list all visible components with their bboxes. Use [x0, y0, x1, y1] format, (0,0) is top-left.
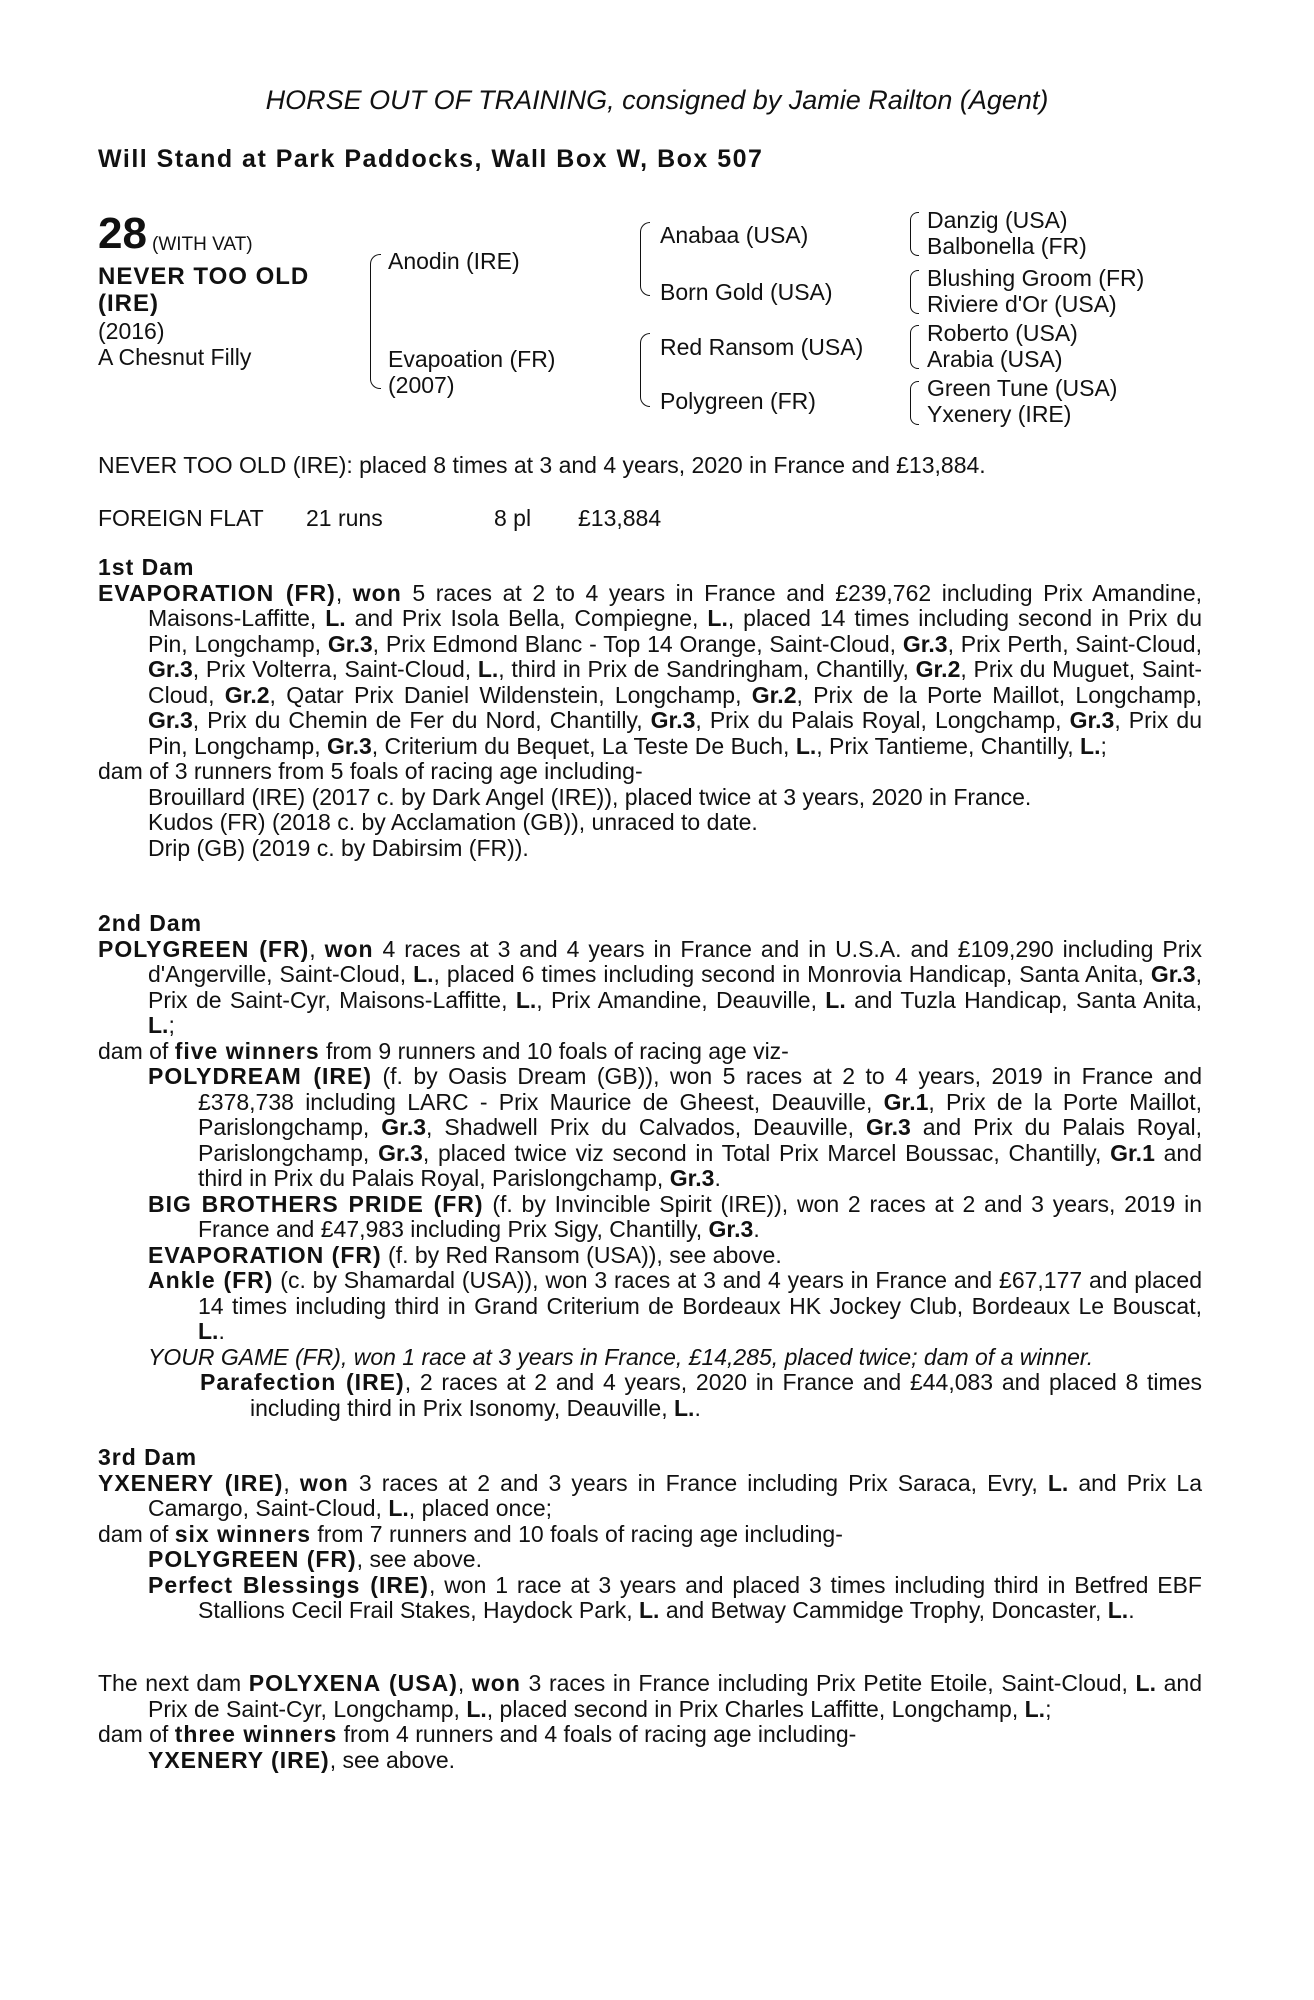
- dam: Evapoation (FR): [388, 346, 556, 372]
- dam-of-line: dam of 3 runners from 5 foals of racing age including-: [98, 758, 643, 784]
- lot-number: 28: [98, 209, 147, 258]
- produce-item: BIG BROTHERS PRIDE (FR) (f. by Invincible Spirit (IRE)), won 2 races at 2 and 3 years, 2019 in France and £47,983 including Prix Sigy, Chantilly, Gr.3.: [148, 1190, 1203, 1242]
- pedigree-brace: [370, 254, 381, 389]
- grandproduce-item: Parafection (IRE), 2 races at 2 and 4 years, 2020 in France and £44,083 and placed 8 times including third in Prix Isonomy, Deauville, L..: [200, 1369, 1202, 1421]
- granddam-dam: Riviere d'Or (USA): [927, 291, 1117, 317]
- damsire-dam: Arabia (USA): [927, 346, 1063, 372]
- dam-record: EVAPORATION (FR), won 5 races at 2 to 4 years in France and £239,762 including Prix Amandine, Maisons-Laffitte, L. and Prix Isola Bella, Compiegne, L., placed 14 times including second in Prix du Pin, Longchamp, Gr.3, Prix Edmond Blanc - Top 14 Orange, Saint-Cloud, Gr.3, Prix Perth, Saint-Cloud, Gr.3, Prix Volterra, Saint-Cloud, L., third in Prix de Sandringham, Chantilly, Gr.2, Prix du Muguet, Saint-Cloud, Gr.2, Qatar Prix Daniel Wildenstein, Longchamp, Gr.2, Prix de la Porte Maillot, Longchamp, Gr.3, Prix du Chemin de Fer du Nord, Chantilly, Gr.3, Prix du Palais Royal, Longchamp, Gr.3, Prix du Pin, Longchamp, Gr.3, Criterium du Bequet, La Teste De Buch, L., Prix Tantieme, Chantilly, L.;: [98, 579, 1203, 759]
- third-dam-section: [98, 1445, 1202, 1624]
- dam-name: POLYXENA (USA): [248, 1670, 458, 1696]
- dam-name: POLYGREEN (FR): [98, 935, 310, 962]
- dam-dam: Polygreen (FR): [660, 388, 816, 414]
- pedigree-brace: [910, 212, 919, 256]
- granddam2-dam: Yxenery (IRE): [927, 401, 1072, 427]
- pedigree-brace: [910, 325, 919, 369]
- produce-item: Brouillard (IRE) (2017 c. by Dark Angel (IRE)), placed twice at 3 years, 2020 in France.: [148, 783, 1032, 810]
- dam-name: YXENERY (IRE): [98, 1469, 284, 1496]
- dam-record: YXENERY (IRE), won 3 races at 2 and 3 years in France including Prix Saraca, Evry, L. and Prix La Camargo, Saint-Cloud, L., placed once;: [98, 1469, 1202, 1521]
- pedigree-brace: [640, 222, 650, 296]
- record-label: FOREIGN FLAT: [98, 505, 264, 531]
- vat-note: (WITH VAT): [152, 234, 253, 255]
- produce-item: YXENERY (IRE), see above.: [148, 1746, 456, 1773]
- pedigree-brace: [910, 270, 919, 314]
- section-heading: 3rd Dam: [98, 1444, 198, 1470]
- produce-item: EVAPORATION (FR) (f. by Red Ransom (USA)), see above.: [148, 1241, 782, 1268]
- foaling-year: (2016): [98, 318, 165, 344]
- dam-record: POLYGREEN (FR), won 4 races at 3 and 4 years in France and in U.S.A. and £109,290 including Prix d'Angerville, Saint-Cloud, L., placed 6 times including second in Monrovia Handicap, Santa Anita, Gr.3, Prix de Saint-Cyr, Maisons-Laffitte, L., Prix Amandine, Deauville, L. and Tuzla Handicap, Santa Anita, L.;: [98, 935, 1203, 1038]
- pedigree-brace: [640, 333, 650, 407]
- section-heading: 1st Dam: [98, 554, 195, 580]
- dam-record: The next dam POLYXENA (USA), won 3 races in France including Prix Petite Etoile, Saint-Cloud, L. and Prix de Saint-Cyr, Longchamp, L., placed second in Prix Charles Laffitte, Longchamp, L.;: [98, 1670, 1202, 1722]
- granddam-sire: Blushing Groom (FR): [927, 265, 1145, 291]
- section-heading: 2nd Dam: [98, 910, 203, 936]
- sire-sire: Anabaa (USA): [660, 222, 809, 248]
- grandsire-dam: Balbonella (FR): [927, 233, 1087, 259]
- consignor-title: HORSE OUT OF TRAINING, consigned by Jamie Railton (Agent): [265, 85, 1049, 115]
- produce-item: Drip (GB) (2019 c. by Dabirsim (FR)).: [148, 834, 529, 861]
- produce-item: Kudos (FR) (2018 c. by Acclamation (GB)), unraced to date.: [148, 809, 758, 835]
- dam-year: (2007): [388, 372, 455, 398]
- race-summary: NEVER TOO OLD (IRE): placed 8 times at 3 and 4 years, 2020 in France and £13,884.: [98, 452, 986, 478]
- dam-sire: Red Ransom (USA): [660, 334, 864, 360]
- grandsire-sire: Danzig (USA): [927, 207, 1068, 233]
- sire-dam: Born Gold (USA): [660, 279, 833, 305]
- dam-of-line: dam of six winners from 7 runners and 10 foals of racing age including-: [98, 1520, 843, 1547]
- second-dam-section: [98, 911, 1202, 1421]
- produce-item: YOUR GAME (FR), won 1 race at 3 years in France, £14,285, placed twice; dam of a winner.: [148, 1343, 1094, 1370]
- horse-name: NEVER TOO OLD (IRE): [98, 263, 310, 317]
- damsire-sire: Roberto (USA): [927, 320, 1078, 346]
- dam-of-line: dam of three winners from 4 runners and 4 foals of racing age including-: [98, 1721, 857, 1747]
- won-label: won: [352, 579, 402, 606]
- record-earnings: £13,884: [578, 505, 662, 531]
- horse-description: A Chesnut Filly: [98, 344, 252, 370]
- stabling-location: Will Stand at Park Paddocks, Wall Box W, Box 507: [98, 145, 764, 173]
- dam-name: EVAPORATION (FR): [98, 579, 336, 606]
- record-runs: 21 runs: [306, 505, 383, 531]
- produce-item: Ankle (FR) (c. by Shamardal (USA)), won 3 races at 3 and 4 years in France and £67,177 and placed 14 times including third in Grand Criterium de Bordeaux HK Jockey Club, Bordeaux Le Bouscat, L..: [148, 1267, 1202, 1344]
- granddam2-sire: Green Tune (USA): [927, 375, 1118, 401]
- record-placed: 8 pl: [494, 505, 532, 531]
- next-dam-section: [98, 1671, 1202, 1773]
- produce-item: POLYDREAM (IRE) (f. by Oasis Dream (GB)), won 5 races at 2 to 4 years, 2019 in France and £378,738 including LARC - Prix Maurice de Gheest, Deauville, Gr.1, Prix de la Porte Maillot, Parislongchamp, Gr.3, Shadwell Prix du Calvados, Deauville, Gr.3 and Prix du Palais Royal, Parislongchamp, Gr.3, placed twice viz second in Total Prix Marcel Boussac, Chantilly, Gr.1 and third in Prix du Palais Royal, Parislongchamp, Gr.3.: [148, 1063, 1203, 1191]
- pedigree-brace: [910, 381, 919, 425]
- sire: Anodin (IRE): [388, 248, 520, 274]
- produce-item: POLYGREEN (FR), see above.: [148, 1546, 482, 1572]
- dam-of-line: dam of five winners from 9 runners and 10 foals of racing age viz-: [98, 1037, 789, 1064]
- first-dam-section: [98, 555, 1202, 861]
- produce-item: Perfect Blessings (IRE), won 1 race at 3 years and placed 3 times including third in Betfred EBF Stallions Cecil Frail Stakes, Haydock Park, L. and Betway Cammidge Trophy, Doncaster, L..: [148, 1571, 1202, 1623]
